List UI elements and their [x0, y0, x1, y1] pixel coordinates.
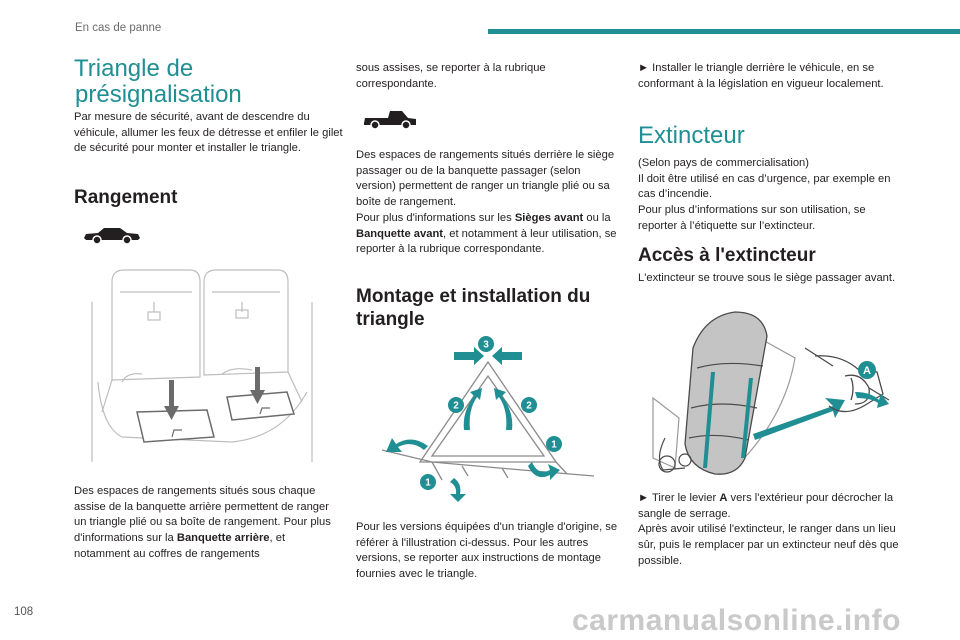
extinguisher-text: (Selon pays de commercialisation) Il doit être utilisé en cas d’urgence, par exemple en cas d’incendie. Pour plus d’informations sur son utilisation, se reporter à l’étiquette sur l’extincteur. — [638, 157, 891, 232]
step-label-2-left: 2 — [453, 400, 459, 412]
watermark: carmanualsonline.info — [572, 604, 901, 637]
link-sieges-avant: Sièges avant — [514, 211, 584, 224]
install-text: ► Installer le triangle derrière le véhicule, en se conformant à la législation en vigueur localement. — [638, 62, 884, 90]
link-banquette-arriere: Banquette arrière — [176, 532, 270, 545]
triangle-title-line1: Triangle de — [74, 55, 194, 82]
pull-lever-text: ► Tirer le levier A vers l'extérieur pour décrocher la sangle de serrage. Après avoir utilisé l'extincteur, le ranger dans un lieu sûr, puis le remplacer par un extincteur neuf dès que possible. — [638, 492, 899, 567]
storage-title: Rangement — [74, 187, 178, 208]
rear-seat-storage-illustration — [82, 262, 322, 472]
extinguisher-title: Extincteur — [638, 122, 745, 149]
header-accent-bar — [488, 29, 960, 34]
pickup-icon — [362, 107, 418, 131]
extinguisher-illustration — [645, 308, 895, 488]
step-label-2-right: 2 — [526, 400, 532, 412]
step-label-1-right: 1 — [551, 439, 557, 451]
triangle-intro: Par mesure de sécurité, avant de descendre du véhicule, allumer les feux de détresse et enfiler le gilet de sécurité pour monter et installer le triangle. — [74, 111, 343, 155]
triangle-title — [74, 56, 344, 108]
storage-continued-text: sous assises, se reporter à la rubrique correspondante. — [356, 62, 546, 90]
access-title: Accès à l'extincteur — [638, 245, 816, 266]
section-header: En cas de panne — [75, 22, 162, 34]
assembly-title: Montage et installation du triangle — [356, 286, 591, 330]
page-number: 108 — [14, 606, 34, 618]
triangle-assembly-illustration — [372, 334, 604, 504]
triangle-title-line2: présignalisation — [75, 81, 242, 108]
step-label-3: 3 — [483, 339, 489, 351]
link-banquette-avant: Banquette avant — [356, 227, 444, 240]
assembly-text: Pour les versions équipées d'un triangle d'origine, se référer à l'illustration ci-dessus. Pour les autres versions, se reporter aux instructions de montage fournies avec le triangle. — [356, 521, 618, 581]
step-label-1-left: 1 — [425, 477, 431, 489]
access-text: L'extincteur se trouve sous le siège passager avant. — [638, 272, 896, 284]
storage-text: Des espaces de rangements situés sous chaque assise de la banquette arrière permettent de ranger un triangle plié ou sa boîte de rangement. Pour plus d'informations sur la Banquette arrière, et notamment au coffres de rangements — [74, 485, 331, 560]
lever-label-a: A — [863, 365, 871, 377]
storage-behind-seat-text: Des espaces de rangements situés derrière le siège passager ou de la banquette passager (selon version) permettent de ranger un triangle plié ou sa boîte de rangement. Pour plus d'informations sur les Sièges avant ou la Banquette avant, et notamment à leur utilisation, se reporter à la rubrique correspondante. — [356, 149, 617, 256]
sedan-icon — [82, 225, 142, 245]
